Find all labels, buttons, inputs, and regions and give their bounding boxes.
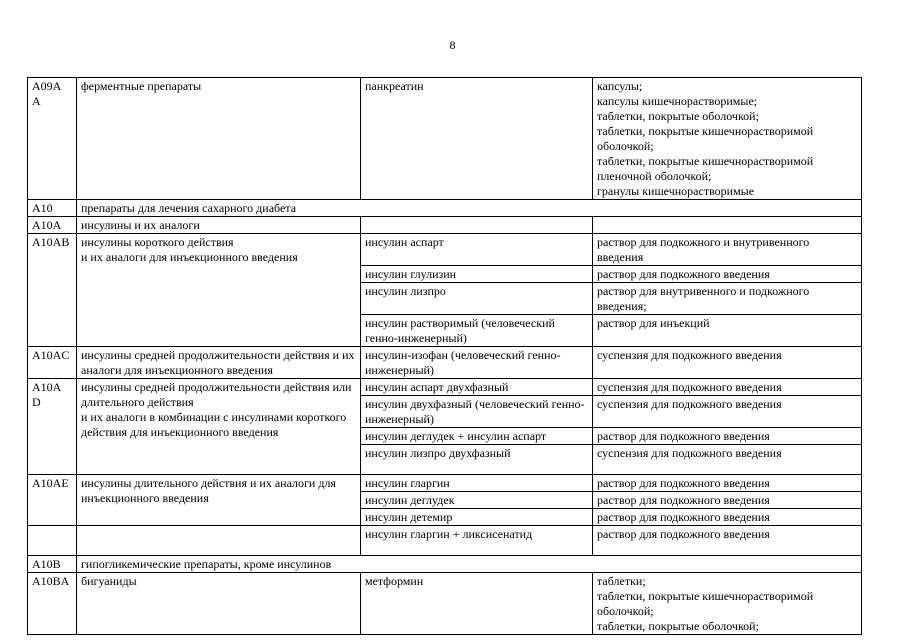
dosage-forms: суспензия для подкожного введения (593, 379, 862, 396)
table-row (28, 573, 862, 635)
drug-name: инсулин двухфазный (человеческий генно-инженерный) (361, 396, 593, 428)
drug-name: инсулин лизпро двухфазный (361, 445, 593, 475)
atc-code: A10B (28, 556, 77, 573)
page-number: 8 (449, 38, 456, 52)
atc-code: A10A D (28, 379, 77, 475)
table-row (28, 78, 862, 200)
drug-name: инсулин растворимый (человеческий генно-инженерный) (361, 315, 593, 347)
dosage-forms: суспензия для подкожного введения (593, 347, 862, 379)
dosage-forms (593, 217, 862, 234)
dosage-forms: суспензия для подкожного введения (593, 396, 862, 428)
dosage-forms: раствор для подкожного введения (593, 492, 862, 509)
group-name: инсулины короткого действия и их аналоги для инъекционного введения (77, 234, 361, 347)
medication-table (27, 77, 862, 635)
dosage-forms: раствор для подкожного и внутривенного введения (593, 234, 862, 266)
drug-name: инсулин глулизин (361, 266, 593, 283)
atc-code: A10AE (28, 475, 77, 492)
drug-name (361, 217, 593, 234)
dosage-forms: раствор для подкожного введения (593, 509, 862, 526)
table-row (28, 556, 862, 573)
drug-name: панкреатин (361, 78, 593, 200)
table-row (28, 234, 862, 266)
atc-code (28, 526, 77, 556)
group-name: инсулины средней продолжительности действия или длительного действия и их аналоги в комбинации с инсулинами короткого действия для инъекционного введения (77, 379, 361, 475)
group-name: гипогликемические препараты, кроме инсулинов (77, 556, 862, 573)
drug-name: инсулин-изофан (человеческий генно-инженерный) (361, 347, 593, 379)
table-row (28, 200, 862, 217)
group-name: ферментные препараты (77, 78, 361, 200)
dosage-forms: капсулы; капсулы кишечнорастворимые; таблетки, покрытые оболочкой; таблетки, покрытые кишечнорастворимой оболочкой; таблетки, покрытые кишечнорастворимой пленочной оболочкой; гранулы кишечнорастворимые (593, 78, 862, 200)
drug-name: инсулин лизпро (361, 283, 593, 315)
group-name: препараты для лечения сахарного диабета (77, 200, 862, 217)
group-name (77, 526, 361, 556)
drug-name: инсулин гларгин (361, 475, 593, 492)
group-name: инсулины средней продолжительности действия и их аналоги для инъекционного введения (77, 347, 361, 379)
atc-code: A09A A (28, 78, 77, 200)
table-row (28, 526, 862, 556)
atc-code (28, 492, 77, 509)
atc-code: A10 (28, 200, 77, 217)
atc-code: A10A (28, 217, 77, 234)
dosage-forms: таблетки; таблетки, покрытые кишечнорастворимой оболочкой; таблетки, покрытые оболочкой; (593, 573, 862, 635)
drug-name: инсулин аспарт (361, 234, 593, 266)
drug-name: инсулин деглудек (361, 492, 593, 509)
atc-code: A10AC (28, 347, 77, 379)
drug-name: инсулин аспарт двухфазный (361, 379, 593, 396)
drug-name: инсулин гларгин + ликсисенатид (361, 526, 593, 556)
dosage-forms: раствор для подкожного введения (593, 475, 862, 492)
group-name: бигуаниды (77, 573, 361, 635)
group-name: инсулины и их аналоги (77, 217, 361, 234)
atc-code: A10AB (28, 234, 77, 347)
dosage-forms: раствор для подкожного введения (593, 428, 862, 445)
drug-name: метформин (361, 573, 593, 635)
group-name: инсулины длительного действия и их аналоги для инъекционного введения (77, 475, 361, 526)
drug-name: инсулин детемир (361, 509, 593, 526)
table-row (28, 347, 862, 379)
dosage-forms: раствор для подкожного введения (593, 266, 862, 283)
dosage-forms: суспензия для подкожного введения (593, 445, 862, 475)
dosage-forms: раствор для внутривенного и подкожного введения; (593, 283, 862, 315)
table-row (28, 475, 862, 492)
dosage-forms: раствор для инъекций (593, 315, 862, 347)
dosage-forms: раствор для подкожного введения (593, 526, 862, 556)
atc-code: A10BA (28, 573, 77, 635)
atc-code (28, 509, 77, 526)
table-row (28, 379, 862, 396)
drug-name: инсулин деглудек + инсулин аспарт (361, 428, 593, 445)
table-row (28, 217, 862, 234)
